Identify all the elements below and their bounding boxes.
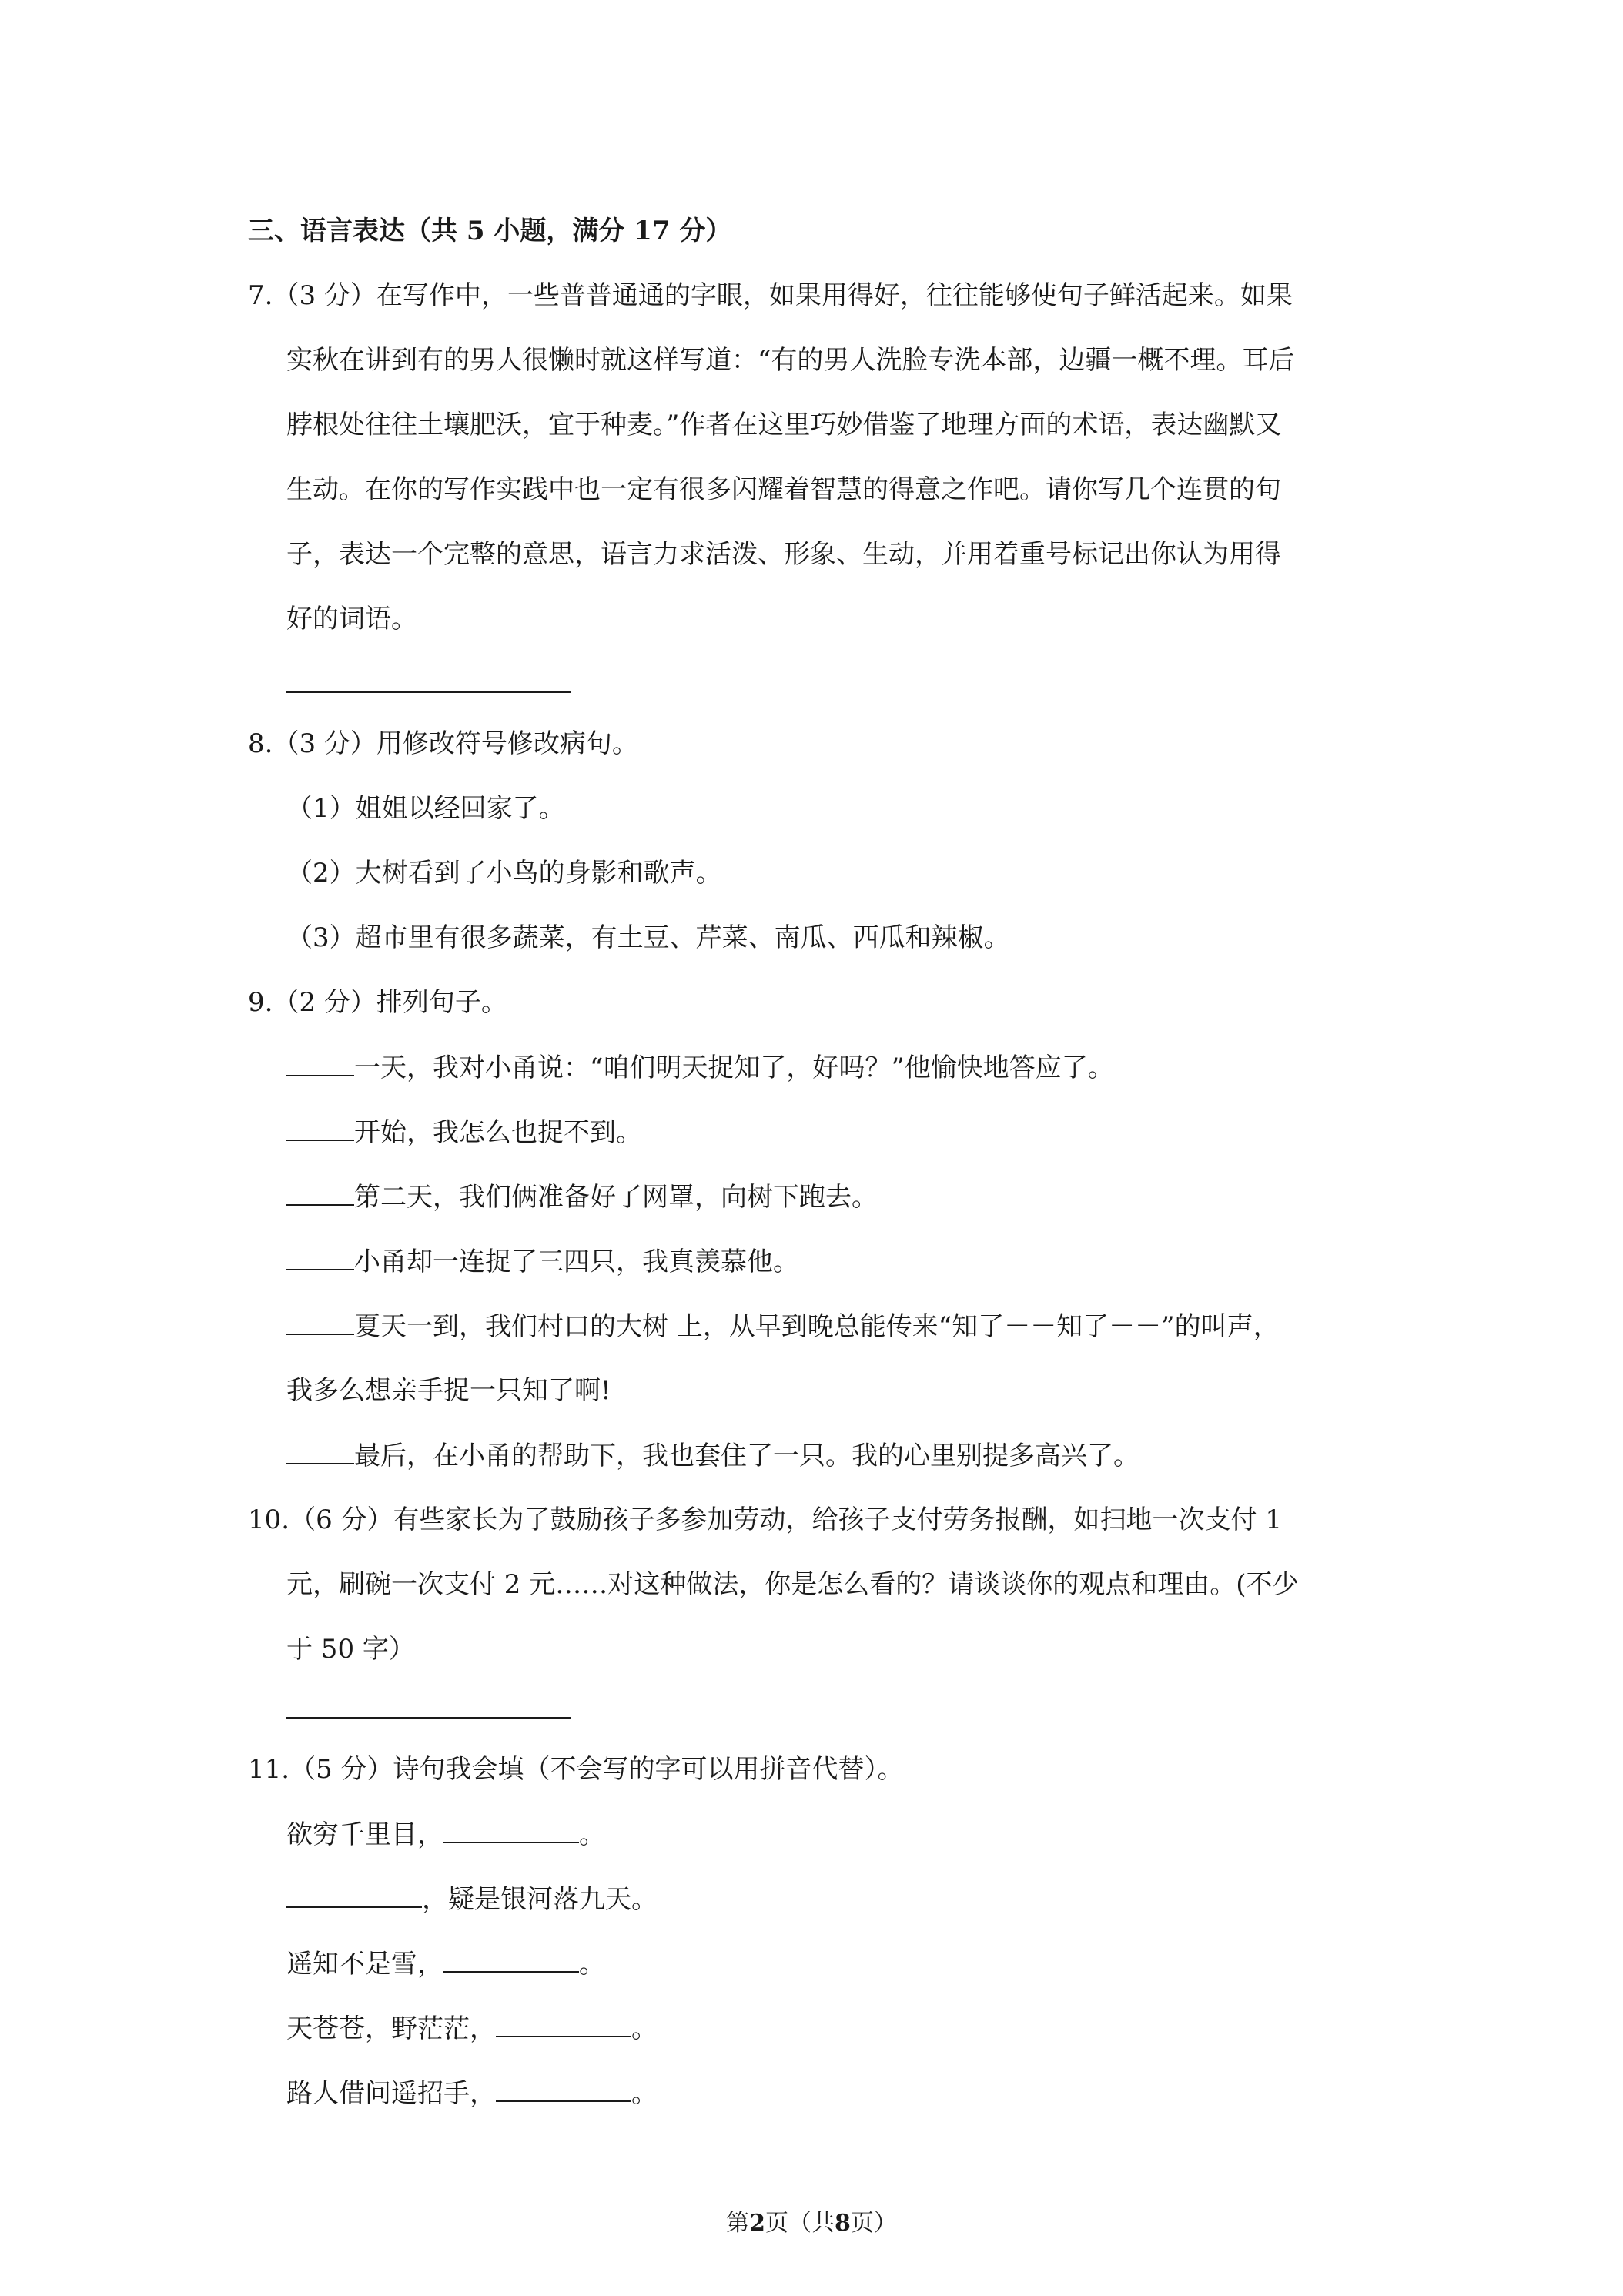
q9-blank-1[interactable] <box>286 1052 354 1076</box>
q9-item-5-continuation: 我多么想亲手捉一只知了啊! <box>286 1375 611 1406</box>
q11-blank-5[interactable] <box>496 2077 631 2102</box>
q11-poem-2: ，疑是银河落九天。 <box>286 1883 1623 1915</box>
q7-line-3: 脖根处往往土壤肥沃，宜于种麦。”作者在这里巧妙借鉴了地理方面的术语，表达幽默又 <box>286 410 1282 440</box>
q10-line-1: 10.（6 分）有些家长为了鼓励孩子多参加劳动，给孩子支付劳务报酬，如扫地一次支付 1 <box>248 1504 1282 1535</box>
q9-item-2: 开始，我怎么也捉不到。 <box>286 1116 1623 1148</box>
q7-line-5: 子，表达一个完整的意思，语言力求活泼、形象、生动，并用着重号标记出你认为用得 <box>286 539 1281 570</box>
q10-line-2: 元，刷碗一次支付 2 元……对这种做法，你是怎么看的？请谈谈你的观点和理由。(不少 <box>286 1569 1299 1600</box>
q10-line-3: 于 50 字） <box>286 1634 415 1665</box>
page-number: 2 <box>749 2210 765 2237</box>
q9-item-3: 第二天，我们俩准备好了网罩，向树下跑去。 <box>286 1181 1623 1213</box>
q9-item-1: 一天，我对小甬说：“咱们明天捉知了，好吗？”他愉快地答应了。 <box>286 1052 1623 1083</box>
q7-line-4: 生动。在你的写作实践中也一定有很多闪耀着智慧的得意之作吧。请你写几个连贯的句 <box>286 474 1281 505</box>
q8-stem: 8.（3 分）用修改符号修改病句。 <box>248 728 638 759</box>
page-footer: 第2页（共8页） <box>726 2210 897 2237</box>
q11-blank-1[interactable] <box>443 1819 579 1843</box>
q9-blank-2[interactable] <box>286 1116 354 1141</box>
q10-answer-line[interactable] <box>286 1717 571 1719</box>
q9-blank-4[interactable] <box>286 1246 354 1270</box>
q11-poem-5: 路人借问遥招手， 。 <box>286 2078 658 2109</box>
q8-item-3: （3）超市里有很多蔬菜，有土豆、芹菜、南瓜、西瓜和辣椒。 <box>286 922 1010 953</box>
q9-stem: 9.（2 分）排列句子。 <box>248 987 507 1018</box>
q11-stem: 11.（5 分）诗句我会填（不会写的字可以用拼音代替）。 <box>248 1754 904 1785</box>
q7-line-2: 实秋在讲到有的男人很懒时就这样写道：“有的男人洗脸专洗本部，边疆一概不理。耳后 <box>286 345 1295 376</box>
q11-poem-1: 欲穷千里目， 。 <box>286 1819 605 1850</box>
q9-blank-5[interactable] <box>286 1310 354 1335</box>
q8-item-2: （2）大树看到了小鸟的身影和歌声。 <box>286 858 722 889</box>
q9-blank-6[interactable] <box>286 1440 354 1464</box>
q9-item-6: 最后，在小甬的帮助下，我也套住了一只。我的心里别提多高兴了。 <box>286 1440 1623 1471</box>
q11-poem-3: 遥知不是雪， 。 <box>286 1949 605 1980</box>
q8-item-1: （1）姐姐以经回家了。 <box>286 793 565 824</box>
q7-answer-line[interactable] <box>286 691 571 693</box>
q11-blank-2[interactable] <box>286 1883 422 1908</box>
q11-poem-4: 天苍苍，野茫茫， 。 <box>286 2013 658 2044</box>
q7-line-1: 7.（3 分）在写作中，一些普普通通的字眼，如果用得好，往往能够使句子鲜活起来。如果 <box>248 280 1293 311</box>
q7-line-6: 好的词语。 <box>286 604 417 634</box>
q9-blank-3[interactable] <box>286 1181 354 1206</box>
section-title: 三、语言表达（共 5 小题，满分 17 分） <box>248 216 732 246</box>
q9-item-5: 夏天一到，我们村口的大树 上，从早到晚总能传来“知了－－知了－－”的叫声， <box>286 1310 1623 1342</box>
page-total: 8 <box>835 2210 851 2237</box>
q11-blank-4[interactable] <box>496 2013 631 2037</box>
q11-blank-3[interactable] <box>443 1948 579 1973</box>
q9-item-4: 小甬却一连捉了三四只，我真羡慕他。 <box>286 1246 1623 1277</box>
